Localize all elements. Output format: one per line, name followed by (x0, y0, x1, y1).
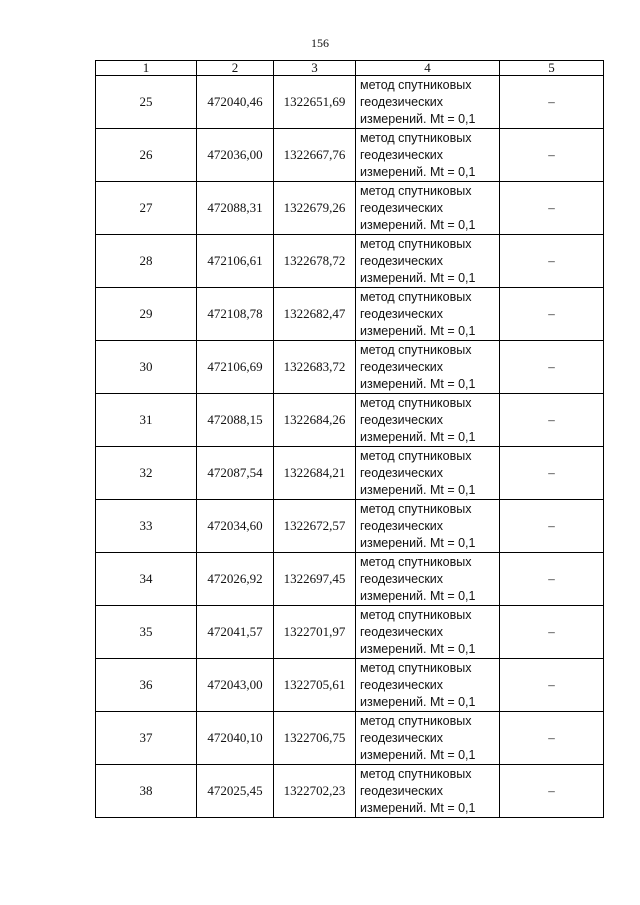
point-number-cell: 32 (96, 447, 197, 500)
point-number-cell: 25 (96, 76, 197, 129)
coordinates-table (95, 60, 604, 818)
table-row (96, 394, 604, 447)
y-coordinate-cell: 1322672,57 (274, 500, 356, 553)
point-number-cell: 28 (96, 235, 197, 288)
table-row (96, 765, 604, 818)
x-coordinate-cell: 472106,69 (197, 341, 274, 394)
method-cell (356, 606, 500, 659)
point-number-cell: 29 (96, 288, 197, 341)
table-row (96, 606, 604, 659)
method-cell (356, 765, 500, 818)
method-line: геодезических (360, 94, 444, 109)
note-cell: – (500, 341, 604, 394)
table-header-row (96, 61, 604, 76)
y-coordinate-cell: 1322678,72 (274, 235, 356, 288)
method-line: метод спутниковых (360, 342, 472, 357)
y-coordinate-cell: 1322701,97 (274, 606, 356, 659)
method-line: метод спутниковых (360, 607, 472, 622)
point-number-cell: 27 (96, 182, 197, 235)
method-cell (356, 659, 500, 712)
note-cell: – (500, 182, 604, 235)
method-line: метод спутниковых (360, 501, 472, 516)
point-number-cell: 38 (96, 765, 197, 818)
table-row (96, 659, 604, 712)
header-col-2: 2 (197, 61, 274, 76)
y-coordinate-cell: 1322651,69 (274, 76, 356, 129)
method-line: измерений. Mt = 0,1 (360, 694, 476, 709)
note-cell: – (500, 606, 604, 659)
note-cell: – (500, 447, 604, 500)
x-coordinate-cell: 472041,57 (197, 606, 274, 659)
method-line: измерений. Mt = 0,1 (360, 800, 476, 815)
method-line: геодезических (360, 677, 444, 692)
method-line: метод спутниковых (360, 766, 472, 781)
method-line: геодезических (360, 306, 444, 321)
note-cell: – (500, 129, 604, 182)
table-row (96, 288, 604, 341)
method-line: геодезических (360, 730, 444, 745)
method-line: измерений. Mt = 0,1 (360, 164, 476, 179)
method-line: измерений. Mt = 0,1 (360, 429, 476, 444)
y-coordinate-cell: 1322679,26 (274, 182, 356, 235)
method-cell (356, 447, 500, 500)
method-cell (356, 712, 500, 765)
method-line: измерений. Mt = 0,1 (360, 270, 476, 285)
method-line: измерений. Mt = 0,1 (360, 111, 476, 126)
method-cell (356, 76, 500, 129)
method-cell (356, 182, 500, 235)
table-row (96, 553, 604, 606)
method-line: метод спутниковых (360, 236, 472, 251)
table-body (96, 76, 604, 818)
point-number-cell: 30 (96, 341, 197, 394)
note-cell: – (500, 500, 604, 553)
method-line: геодезических (360, 253, 444, 268)
x-coordinate-cell: 472088,31 (197, 182, 274, 235)
table-row (96, 341, 604, 394)
note-cell: – (500, 765, 604, 818)
method-line: метод спутниковых (360, 289, 472, 304)
table-row (96, 500, 604, 553)
method-line: измерений. Mt = 0,1 (360, 588, 476, 603)
method-line: геодезических (360, 412, 444, 427)
header-col-3: 3 (274, 61, 356, 76)
y-coordinate-cell: 1322682,47 (274, 288, 356, 341)
point-number-cell: 37 (96, 712, 197, 765)
x-coordinate-cell: 472036,00 (197, 129, 274, 182)
x-coordinate-cell: 472106,61 (197, 235, 274, 288)
method-line: геодезических (360, 624, 444, 639)
header-col-5: 5 (500, 61, 604, 76)
table-row (96, 235, 604, 288)
method-line: измерений. Mt = 0,1 (360, 747, 476, 762)
x-coordinate-cell: 472026,92 (197, 553, 274, 606)
point-number-cell: 36 (96, 659, 197, 712)
note-cell: – (500, 235, 604, 288)
y-coordinate-cell: 1322684,21 (274, 447, 356, 500)
point-number-cell: 26 (96, 129, 197, 182)
note-cell: – (500, 553, 604, 606)
point-number-cell: 33 (96, 500, 197, 553)
point-number-cell: 31 (96, 394, 197, 447)
method-line: геодезических (360, 571, 444, 586)
method-line: геодезических (360, 200, 444, 215)
method-line: геодезических (360, 359, 444, 374)
method-line: измерений. Mt = 0,1 (360, 323, 476, 338)
method-line: метод спутниковых (360, 77, 472, 92)
method-line: измерений. Mt = 0,1 (360, 535, 476, 550)
method-cell (356, 500, 500, 553)
table-row (96, 129, 604, 182)
y-coordinate-cell: 1322702,23 (274, 765, 356, 818)
method-line: метод спутниковых (360, 395, 472, 410)
method-cell (356, 129, 500, 182)
table-row (96, 76, 604, 129)
y-coordinate-cell: 1322683,72 (274, 341, 356, 394)
table-row (96, 447, 604, 500)
method-cell (356, 288, 500, 341)
method-line: метод спутниковых (360, 448, 472, 463)
point-number-cell: 35 (96, 606, 197, 659)
x-coordinate-cell: 472025,45 (197, 765, 274, 818)
method-line: геодезических (360, 147, 444, 162)
x-coordinate-cell: 472043,00 (197, 659, 274, 712)
method-line: метод спутниковых (360, 554, 472, 569)
y-coordinate-cell: 1322706,75 (274, 712, 356, 765)
note-cell: – (500, 394, 604, 447)
method-line: геодезических (360, 465, 444, 480)
method-line: метод спутниковых (360, 183, 472, 198)
x-coordinate-cell: 472040,46 (197, 76, 274, 129)
method-cell (356, 341, 500, 394)
y-coordinate-cell: 1322684,26 (274, 394, 356, 447)
x-coordinate-cell: 472087,54 (197, 447, 274, 500)
table-row (96, 712, 604, 765)
x-coordinate-cell: 472034,60 (197, 500, 274, 553)
note-cell: – (500, 76, 604, 129)
method-line: измерений. Mt = 0,1 (360, 482, 476, 497)
y-coordinate-cell: 1322697,45 (274, 553, 356, 606)
method-line: метод спутниковых (360, 660, 472, 675)
point-number-cell: 34 (96, 553, 197, 606)
method-cell (356, 553, 500, 606)
method-line: измерений. Mt = 0,1 (360, 217, 476, 232)
method-cell (356, 394, 500, 447)
x-coordinate-cell: 472040,10 (197, 712, 274, 765)
method-line: измерений. Mt = 0,1 (360, 641, 476, 656)
method-line: геодезических (360, 783, 444, 798)
method-cell (356, 235, 500, 288)
y-coordinate-cell: 1322705,61 (274, 659, 356, 712)
table-row (96, 182, 604, 235)
header-col-1: 1 (96, 61, 197, 76)
header-col-4: 4 (356, 61, 500, 76)
x-coordinate-cell: 472108,78 (197, 288, 274, 341)
page-number: 156 (311, 36, 329, 50)
x-coordinate-cell: 472088,15 (197, 394, 274, 447)
method-line: измерений. Mt = 0,1 (360, 376, 476, 391)
method-line: геодезических (360, 518, 444, 533)
note-cell: – (500, 712, 604, 765)
method-line: метод спутниковых (360, 713, 472, 728)
method-line: метод спутниковых (360, 130, 472, 145)
note-cell: – (500, 659, 604, 712)
note-cell: – (500, 288, 604, 341)
y-coordinate-cell: 1322667,76 (274, 129, 356, 182)
